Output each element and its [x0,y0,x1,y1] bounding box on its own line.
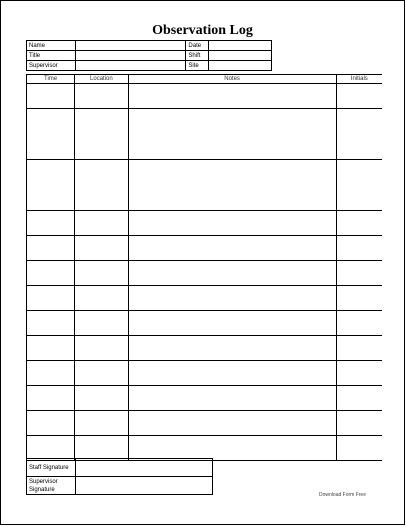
time-cell[interactable] [27,436,75,461]
notes-cell[interactable] [128,261,336,286]
notes-cell[interactable] [128,211,336,236]
table-row [27,311,383,336]
location-cell[interactable] [75,286,128,311]
time-cell[interactable] [27,311,75,336]
date-label: Date [186,41,209,51]
initials-cell[interactable] [336,286,382,311]
time-cell[interactable] [27,336,75,361]
time-cell[interactable] [27,386,75,411]
supervisor-signature-field[interactable] [76,477,213,495]
time-cell[interactable] [27,411,75,436]
name-label: Name [27,41,76,51]
initials-cell[interactable] [336,160,382,211]
table-row [27,386,383,411]
location-cell[interactable] [75,84,128,109]
time-cell[interactable] [27,109,75,160]
initials-cell[interactable] [336,386,382,411]
location-cell[interactable] [75,361,128,386]
notes-cell[interactable] [128,311,336,336]
staff-signature-field[interactable] [76,459,213,477]
time-cell[interactable] [27,261,75,286]
time-cell[interactable] [27,160,75,211]
table-row [27,361,383,386]
notes-cell[interactable] [128,411,336,436]
initials-cell[interactable] [336,211,382,236]
form-title: Observation Log [152,23,253,38]
time-cell[interactable] [27,286,75,311]
notes-cell[interactable] [128,436,336,461]
name-field[interactable] [75,41,186,51]
table-row [27,411,383,436]
header-info-table [26,40,272,71]
observation-table [26,74,382,461]
supervisor-field[interactable] [75,61,186,71]
initials-cell[interactable] [336,236,382,261]
site-field[interactable] [209,61,272,71]
column-header-location: Location [75,75,128,84]
supervisor-label: Supervisor [27,61,76,71]
location-cell[interactable] [75,336,128,361]
notes-cell[interactable] [128,386,336,411]
column-header-notes: Notes [128,75,336,84]
table-row [27,109,383,160]
initials-cell[interactable] [336,336,382,361]
notes-cell[interactable] [128,361,336,386]
location-cell[interactable] [75,211,128,236]
site-label: Site [186,61,209,71]
location-cell[interactable] [75,160,128,211]
title-field[interactable] [75,51,186,61]
notes-cell[interactable] [128,286,336,311]
initials-cell[interactable] [336,411,382,436]
title-label: Title [27,51,76,61]
location-cell[interactable] [75,411,128,436]
shift-field[interactable] [209,51,272,61]
date-field[interactable] [209,41,272,51]
time-cell[interactable] [27,84,75,109]
notes-cell[interactable] [128,160,336,211]
initials-cell[interactable] [336,311,382,336]
time-cell[interactable] [27,211,75,236]
signature-table [26,458,213,495]
supervisor-signature-label: Supervisor Signature [27,477,76,495]
time-cell[interactable] [27,236,75,261]
table-row [27,436,383,461]
location-cell[interactable] [75,261,128,286]
table-row [27,211,383,236]
initials-cell[interactable] [336,361,382,386]
column-header-initials: Initials [336,75,382,84]
column-header-time: Time [27,75,75,84]
notes-cell[interactable] [128,336,336,361]
table-row [27,84,383,109]
table-row [27,160,383,211]
table-row [27,261,383,286]
footer-text: Download Form Free [319,492,366,498]
initials-cell[interactable] [336,436,382,461]
table-row [27,236,383,261]
notes-cell[interactable] [128,236,336,261]
location-cell[interactable] [75,436,128,461]
location-cell[interactable] [75,236,128,261]
notes-cell[interactable] [128,84,336,109]
location-cell[interactable] [75,386,128,411]
time-cell[interactable] [27,361,75,386]
initials-cell[interactable] [336,261,382,286]
table-row [27,336,383,361]
notes-cell[interactable] [128,109,336,160]
staff-signature-label: Staff Signature [27,459,76,477]
table-row [27,286,383,311]
shift-label: Shift [186,51,209,61]
initials-cell[interactable] [336,84,382,109]
location-cell[interactable] [75,109,128,160]
initials-cell[interactable] [336,109,382,160]
location-cell[interactable] [75,311,128,336]
